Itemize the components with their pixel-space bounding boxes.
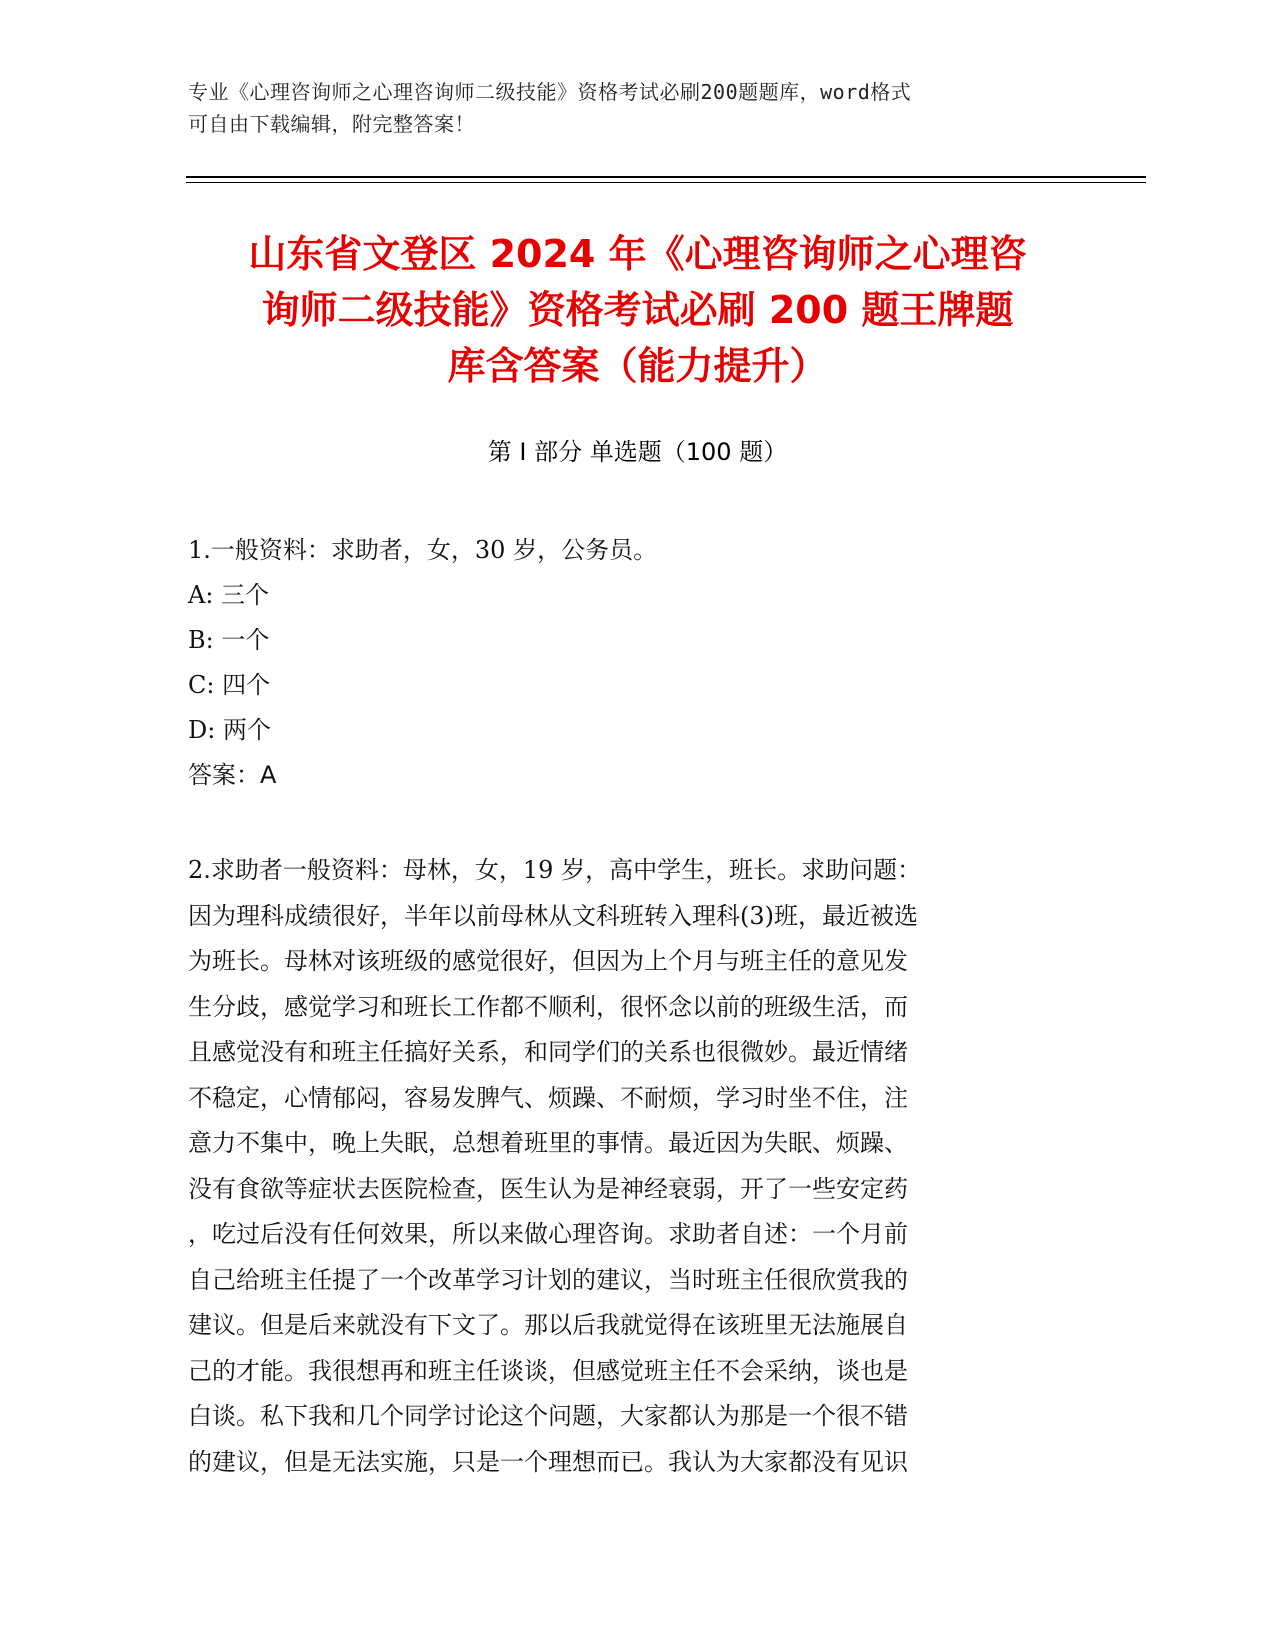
header-note-line: 可自由下载编辑，附完整答案！ [188, 112, 475, 136]
document-title [150, 226, 1125, 394]
option-d: D: 两个 [188, 716, 271, 744]
question-text-line: 为班长。母林对该班级的感觉很好，但因为上个月与班主任的意见发 [188, 947, 908, 975]
header-divider-thick [186, 176, 1146, 178]
answer-line: 答案：A [188, 761, 277, 789]
question-text-line: 不稳定，心情郁闷，容易发脾气、烦躁、不耐烦，学习时坐不住，注 [188, 1083, 908, 1112]
section-heading: 第 I 部分 单选题（100 题） [487, 438, 788, 466]
question-text-line: 2.求助者一般资料：母林，女，19 岁，高中学生，班长。求助问题： [188, 856, 922, 884]
question-text-line: 白谈。私下我和几个同学讨论这个问题，大家都认为那是一个很不错 [188, 1402, 908, 1430]
question-text-line: 自己给班主任提了一个改革学习计划的建议，当时班主任很欣赏我的 [188, 1265, 908, 1294]
question-text-line: ，吃过后没有任何效果，所以来做心理咨询。求助者自述：一个月前 [188, 1220, 908, 1248]
option-b: B: 一个 [188, 626, 270, 654]
question-1 [188, 528, 1068, 798]
question-text-line: 没有食欲等症状去医院检查，医生认为是神经衰弱，开了一些安定药 [188, 1174, 908, 1203]
question-text-line: 的建议，但是无法实施，只是一个理想而已。我认为大家都没有见识 [188, 1447, 908, 1476]
question-stem: 1.一般资料：求助者，女，30 岁，公务员。 [188, 536, 658, 564]
question-text-line: 生分歧，感觉学习和班长工作都不顺利，很怀念以前的班级生活，而 [188, 992, 908, 1021]
question-text-line: 意力不集中，晚上失眠，总想着班里的事情。最近因为失眠、烦躁、 [188, 1129, 908, 1157]
option-a: A: 三个 [188, 581, 270, 609]
question-2 [188, 848, 1068, 1485]
question-text-line: 因为理科成绩很好，半年以前母林从文科班转入理科(3)班，最近被选 [188, 901, 918, 930]
header-divider-thin [186, 182, 1146, 183]
header-note-line: 专业《心理咨询师之心理咨询师二级技能》资格考试必刷200题题库，word格式 [188, 80, 912, 104]
option-c: C: 四个 [188, 671, 271, 699]
question-text-line: 建议。但是后来就没有下文了。那以后我就觉得在该班里无法施展自 [188, 1311, 908, 1339]
question-text-line: 且感觉没有和班主任搞好关系，和同学们的关系也很微妙。最近情绪 [188, 1038, 908, 1066]
title-line: 山东省文登区 2024 年《心理咨询师之心理咨 [248, 232, 1027, 276]
title-line: 库含答案（能力提升） [447, 344, 828, 388]
header-note [188, 76, 1078, 140]
question-text-line: 己的才能。我很想再和班主任谈谈，但感觉班主任不会采纳，谈也是 [188, 1356, 908, 1385]
title-line: 询师二级技能》资格考试必刷 200 题王牌题 [261, 288, 1014, 332]
